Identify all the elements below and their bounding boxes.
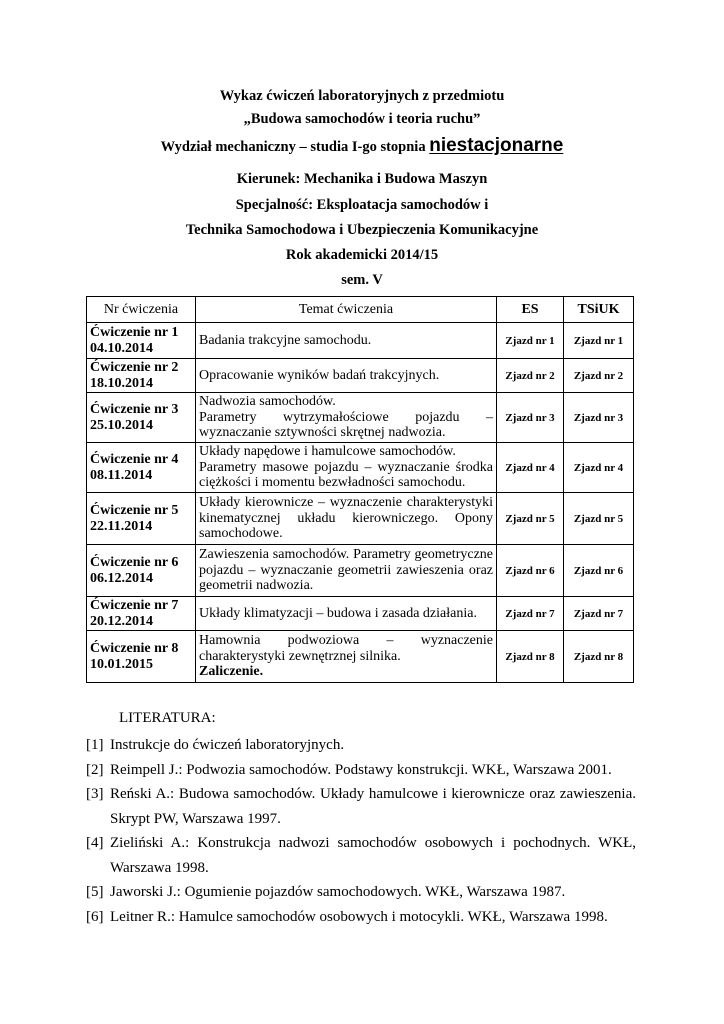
list-item	[86, 905, 636, 930]
topic-text: Układy klimatyzacji – budowa i zasada działania.	[199, 605, 477, 621]
topic-cell	[196, 631, 497, 683]
exercise-date: 08.11.2014	[90, 467, 153, 483]
exercise-number: Ćwiczenie nr 7	[90, 597, 179, 613]
exercise-date: 22.11.2014	[90, 518, 153, 534]
ref-text: Zieliński A.: Konstrukcja nadwozi samochodów osobowych i pochodnych. WKŁ, Warszawa 1998.	[110, 835, 636, 876]
exercise-cell	[87, 545, 196, 597]
topic-text: Opracowanie wyników badań trakcyjnych.	[199, 367, 440, 383]
topic-text: Badania trakcyjne samochodu.	[199, 332, 372, 348]
academic-year: Rok akademicki 2014/15	[285, 247, 439, 263]
field-of-study: Kierunek: Mechanika i Budowa Maszyn	[236, 171, 488, 187]
topic-cell	[196, 597, 497, 631]
table-row	[87, 359, 634, 393]
literature-list	[86, 733, 636, 929]
exercise-number: Ćwiczenie nr 6	[90, 554, 179, 570]
table-row	[87, 323, 634, 359]
topic-text-bold: Zaliczenie.	[199, 664, 264, 680]
faculty-line	[0, 137, 724, 156]
exercise-cell	[87, 631, 196, 683]
exercise-cell	[87, 443, 196, 493]
faculty-text: Wydział mechaniczny – studia I-go stopnia	[160, 139, 426, 155]
topic-text: Układy kierownicze – wyznaczenie charakterystyki kinematycznej układu kierowniczego. Opony samochodowe.	[199, 495, 493, 542]
col-header-tsiuk: TSiUK	[564, 297, 634, 323]
table-row	[87, 393, 634, 443]
exercise-cell	[87, 597, 196, 631]
ref-number: [3]	[86, 786, 104, 802]
ref-number: [1]	[86, 737, 104, 753]
exercise-date: 04.10.2014	[90, 340, 153, 356]
exercise-number: Ćwiczenie nr 8	[90, 640, 179, 656]
list-item	[86, 758, 636, 783]
ref-number: [5]	[86, 884, 104, 900]
ref-text: Reński A.: Budowa samochodów. Układy hamulcowe i kierownicze oraz zawieszenia. Skrypt PW, Warszawa 1997.	[110, 786, 636, 827]
list-item	[86, 880, 636, 905]
list-item	[86, 733, 636, 758]
exercise-date: 20.12.2014	[90, 613, 153, 629]
exercise-date: 25.10.2014	[90, 417, 153, 433]
es-session: Zjazd nr 1	[497, 323, 564, 359]
ref-text: Reimpell J.: Podwozia samochodów. Podstawy konstrukcji. WKŁ, Warszawa 2001.	[110, 761, 612, 778]
es-session: Zjazd nr 7	[497, 597, 564, 631]
table-row	[87, 631, 634, 683]
table-row	[87, 443, 634, 493]
exercise-number: Ćwiczenie nr 3	[90, 401, 179, 417]
col-header-nr: Nr ćwiczenia	[87, 297, 196, 323]
es-session: Zjazd nr 4	[497, 443, 564, 493]
topic-text: Zawieszenia samochodów. Parametry geometryczne pojazdu – wyznaczanie geometrii zawieszenia oraz geometrii nadwozia.	[199, 547, 493, 594]
ref-number: [4]	[86, 835, 104, 851]
ref-text: Jaworski J.: Ogumienie pojazdów samochodowych. WKŁ, Warszawa 1987.	[110, 884, 566, 900]
exercise-number: Ćwiczenie nr 4	[90, 451, 179, 467]
topic-cell	[196, 393, 497, 443]
exercise-cell	[87, 493, 196, 545]
es-session: Zjazd nr 3	[497, 393, 564, 443]
table-row	[87, 545, 634, 597]
topic-cell	[196, 493, 497, 545]
es-session: Zjazd nr 8	[497, 631, 564, 683]
study-mode: niestacjonarne	[429, 135, 564, 156]
exercise-table	[86, 296, 634, 683]
exercise-number: Ćwiczenie nr 2	[90, 359, 179, 375]
exercise-number: Ćwiczenie nr 1	[90, 324, 179, 340]
tsiuk-session: Zjazd nr 7	[564, 597, 634, 631]
exercise-cell	[87, 323, 196, 359]
table-header-row	[87, 297, 634, 323]
list-item	[86, 831, 636, 880]
exercise-date: 06.12.2014	[90, 570, 153, 586]
tsiuk-session: Zjazd nr 6	[564, 545, 634, 597]
es-session: Zjazd nr 6	[497, 545, 564, 597]
topic-cell	[196, 545, 497, 597]
exercise-cell	[87, 359, 196, 393]
doc-title-line-2: „Budowa samochodów i teoria ruchu”	[243, 111, 481, 127]
col-header-es: ES	[497, 297, 564, 323]
specialization-line-2: Technika Samochodowa i Ubezpieczenia Komunikacyjne	[185, 222, 539, 238]
tsiuk-session: Zjazd nr 4	[564, 443, 634, 493]
col-header-topic: Temat ćwiczenia	[196, 297, 497, 323]
table-row	[87, 597, 634, 631]
specialization-line-1: Specjalność: Eksploatacja samochodów i	[235, 197, 489, 213]
exercise-date: 18.10.2014	[90, 375, 153, 391]
es-session: Zjazd nr 5	[497, 493, 564, 545]
doc-title-line-1: Wykaz ćwiczeń laboratoryjnych z przedmiotu	[219, 88, 505, 104]
ref-number: [6]	[86, 908, 104, 925]
topic-text: Parametry masowe pojazdu – wyznaczanie środka ciężkości i momentu bezwładności samochodu.	[199, 459, 493, 491]
literature-title: LITERATURA:	[119, 710, 216, 726]
tsiuk-session: Zjazd nr 1	[564, 323, 634, 359]
tsiuk-session: Zjazd nr 3	[564, 393, 634, 443]
topic-text: Nadwozia samochodów.	[199, 394, 336, 410]
exercise-cell	[87, 393, 196, 443]
topic-text: Parametry wytrzymałościowe pojazdu – wyznaczanie sztywności skrętnej nadwozia.	[199, 409, 493, 441]
table-row	[87, 493, 634, 545]
ref-number: [2]	[86, 761, 104, 778]
exercise-number: Ćwiczenie nr 5	[90, 502, 179, 518]
topic-text: Układy napędowe i hamulcowe samochodów.	[199, 444, 456, 460]
topic-text: Hamownia podwoziowa – wyznaczenie charakterystyki zewnętrznej silnika.	[199, 633, 493, 664]
exercise-date: 10.01.2015	[90, 656, 153, 672]
tsiuk-session: Zjazd nr 5	[564, 493, 634, 545]
list-item	[86, 782, 636, 831]
semester: sem. V	[341, 272, 383, 288]
es-session: Zjazd nr 2	[497, 359, 564, 393]
tsiuk-session: Zjazd nr 2	[564, 359, 634, 393]
tsiuk-session: Zjazd nr 8	[564, 631, 634, 683]
topic-cell	[196, 359, 497, 393]
ref-text: Instrukcje do ćwiczeń laboratoryjnych.	[110, 737, 345, 753]
topic-cell	[196, 443, 497, 493]
ref-text: Leitner R.: Hamulce samochodów osobowych i motocykli. WKŁ, Warszawa 1998.	[110, 908, 608, 925]
topic-cell	[196, 323, 497, 359]
